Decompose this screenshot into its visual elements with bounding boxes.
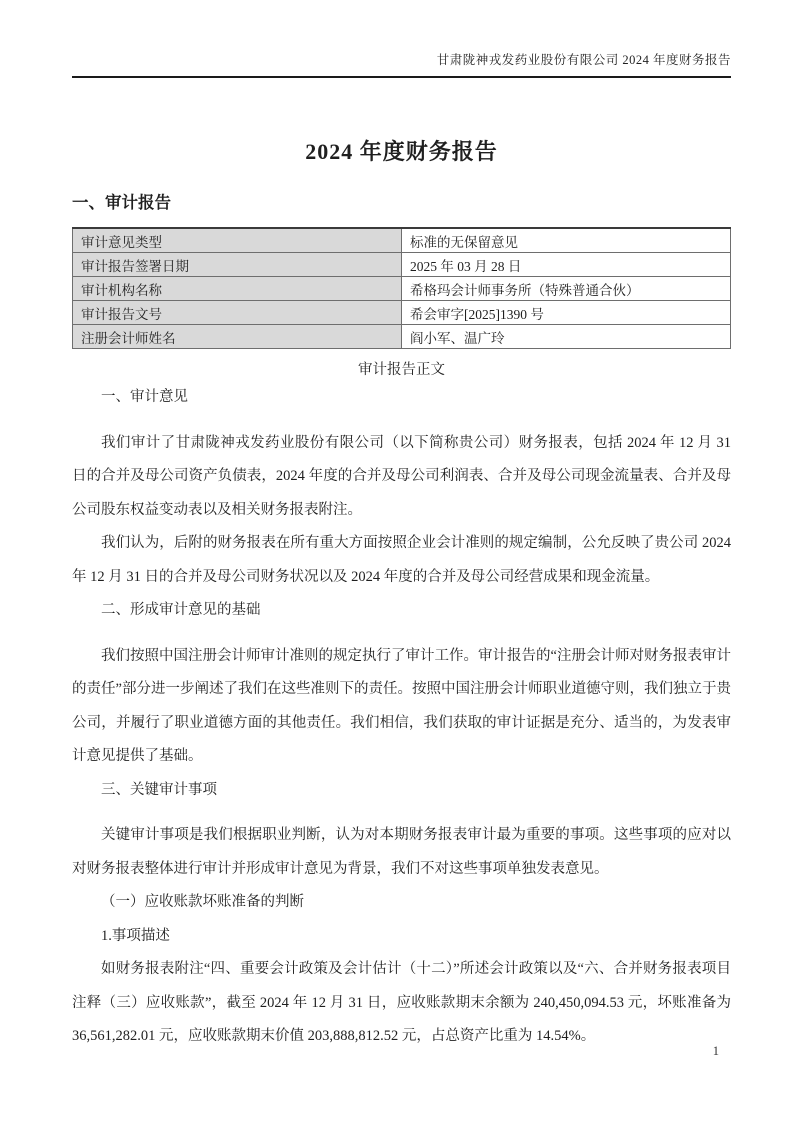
heading-key-audit-matters: 三、关键审计事项: [101, 781, 217, 798]
audit-info-table: [72, 227, 731, 349]
paragraph-audit-conclusion: 我们认为，后附的财务报表在所有重大方面按照企业会计准则的规定编制，公允反映了贵公司 2024 年 12 月 31 日的合并及母公司财务状况以及 2024 年度的合并及母公司经营成果和现金流量。: [72, 535, 731, 585]
table-row-audit-firm: [73, 277, 731, 301]
row-value: 希格玛会计师事务所（特殊普通合伙）: [402, 277, 731, 301]
subheading-receivables-bad-debt: （一）应收账款坏账准备的判断: [101, 894, 304, 910]
row-value: 阎小军、温广玲: [402, 325, 731, 349]
audit-body-text: [72, 381, 731, 1054]
heading-basis-for-opinion: 二、形成审计意见的基础: [101, 602, 261, 618]
paragraph-audit-scope: 我们审计了甘肃陇神戎发药业股份有限公司（以下简称贵公司）财务报表，包括 2024 年 12 月 31 日的合并及母公司资产负债表，2024 年度的合并及母公司利润表、合并及母公司现金流量表、合并及母公司股东权益变动表以及相关财务报表附注。: [72, 434, 731, 518]
row-label: 审计意见类型: [73, 228, 402, 253]
subheading-matter-description: 1.事项描述: [101, 927, 170, 944]
row-label: 注册会计师姓名: [73, 325, 402, 349]
page-number: 1: [712, 1044, 719, 1058]
table-row-opinion-type: [73, 228, 731, 253]
audit-body-subtitle: 审计报告正文: [358, 362, 445, 378]
row-value: 希会审字[2025]1390 号: [402, 301, 731, 325]
heading-audit-opinion: 一、审计意见: [101, 389, 188, 405]
paragraph-key-audit-matters: 关键审计事项是我们根据职业判断，认为对本期财务报表审计最为重要的事项。这些事项的应对以对财务报表整体进行审计并形成审计意见为背景，我们不对这些事项单独发表意见。: [72, 827, 731, 877]
paragraph-matter-description: 如财务报表附注“四、重要会计政策及会计估计（十二）”所述会计政策以及“六、合并财务报表项目注释（三）应收账款”，截至 2024 年 12 月 31 日，应收账款期末余额为 240,450,094.53 元，坏账准备为 36,561,282.01 元，应收账款期末价值 203,888,812.52 元，占总资产比重为 14.54%。: [72, 961, 731, 1044]
paragraph-basis-for-opinion: 我们按照中国注册会计师审计准则的规定执行了审计工作。审计报告的“注册会计师对财务报表审计的责任”部分进一步阐述了我们在这些准则下的责任。按照中国注册会计师职业道德守则，我们独立于贵公司，并履行了职业道德方面的其他责任。我们相信，我们获取的审计证据是充分、适当的，为发表审计意见提供了基础。: [72, 647, 731, 764]
table-row-cpa-names: [73, 325, 731, 349]
row-label: 审计机构名称: [73, 277, 402, 301]
table-row-report-number: [73, 301, 731, 325]
row-value: 2025 年 03 月 28 日: [402, 253, 731, 277]
row-value: 标准的无保留意见: [402, 228, 731, 253]
table-row-sign-date: [73, 253, 731, 277]
document-header: 甘肃陇神戎发药业股份有限公司 2024 年度财务报告: [72, 0, 731, 78]
row-label: 审计报告签署日期: [73, 253, 402, 277]
section-heading-audit-report: 一、审计报告: [72, 193, 171, 212]
row-label: 审计报告文号: [73, 301, 402, 325]
report-title: 2024 年度财务报告: [305, 139, 498, 164]
